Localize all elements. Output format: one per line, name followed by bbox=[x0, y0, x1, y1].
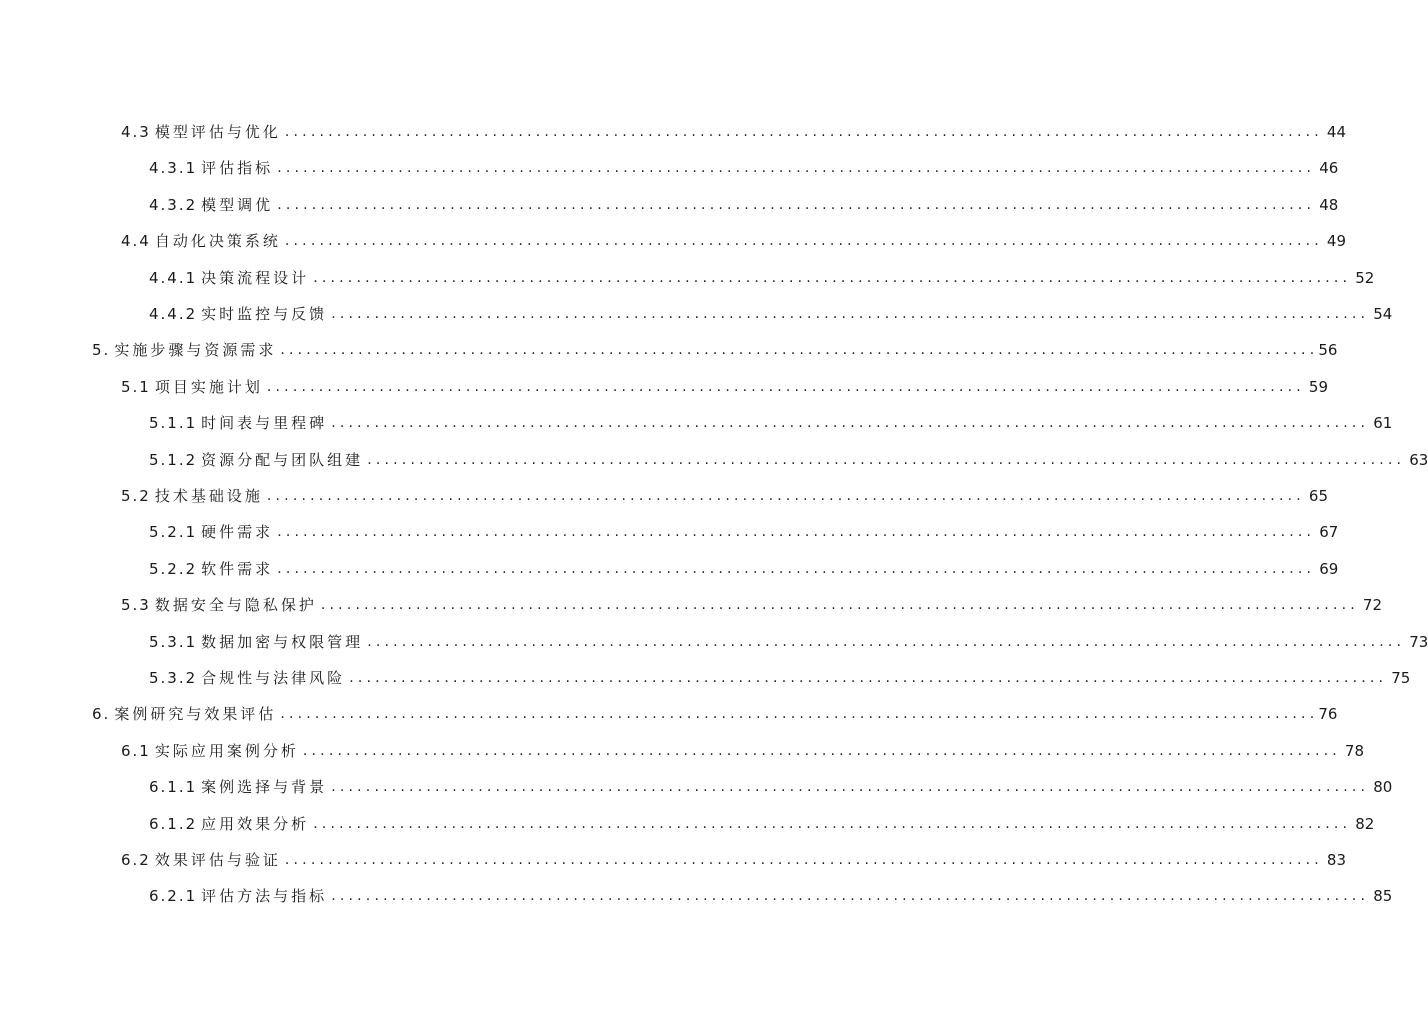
toc-entry-title: 硬件需求 bbox=[201, 523, 274, 542]
toc-entry-title: 决策流程设计 bbox=[201, 268, 310, 287]
toc-entry-number: 6.2.1 bbox=[149, 887, 198, 906]
toc-leader-dots: ........................................................................................................................ bbox=[367, 633, 1406, 650]
toc-entry-page: 85 bbox=[1373, 887, 1393, 906]
toc-leader-dots: ........................................................................................................................ bbox=[266, 378, 1305, 395]
toc-entry-number: 5.1.1 bbox=[149, 414, 198, 433]
toc-leader-dots: ........................................................................................................................ bbox=[313, 269, 1352, 286]
toc-entry-title: 实时监控与反馈 bbox=[201, 305, 328, 323]
toc-entry-number: 4.4 bbox=[121, 232, 151, 251]
toc-leader-dots: ........................................................................................................................ bbox=[277, 196, 1316, 213]
toc-entry-number: 5. bbox=[92, 341, 111, 360]
toc-leader-dots: ........................................................................................................................ bbox=[284, 233, 1323, 250]
toc-leader-dots: ........................................................................................................................ bbox=[331, 415, 1370, 432]
toc-entry-page: 73 bbox=[1409, 632, 1428, 651]
toc-leader-dots: ........................................................................................................................ bbox=[280, 342, 1319, 359]
toc-entry-title: 评估指标 bbox=[201, 159, 274, 178]
toc-entry[interactable] bbox=[149, 664, 1411, 688]
toc-entry[interactable] bbox=[121, 482, 1328, 506]
toc-entry[interactable] bbox=[149, 300, 1393, 324]
toc-entry[interactable] bbox=[149, 518, 1339, 542]
toc-entry-number: 5.3 bbox=[121, 596, 151, 615]
toc-leader-dots: ........................................................................................................................ bbox=[313, 815, 1352, 832]
toc-entry-page: 52 bbox=[1355, 268, 1375, 287]
toc-entry-title: 案例研究与效果评估 bbox=[114, 705, 277, 724]
toc-entry-title: 合规性与法律风险 bbox=[201, 669, 346, 687]
toc-entry-page: 44 bbox=[1326, 123, 1346, 141]
toc-entry[interactable] bbox=[149, 409, 1393, 433]
toc-entry-number: 4.4.2 bbox=[149, 305, 198, 323]
toc-entry[interactable] bbox=[121, 591, 1382, 615]
toc-leader-dots: ........................................................................................................................ bbox=[277, 524, 1316, 541]
toc-entry-title: 应用效果分析 bbox=[201, 814, 310, 833]
toc-entry[interactable] bbox=[121, 118, 1346, 142]
toc-entry-page: 82 bbox=[1355, 814, 1375, 833]
toc-entry-number: 4.3.1 bbox=[149, 159, 198, 178]
toc-entry-number: 5.1.2 bbox=[149, 450, 198, 469]
toc-leader-dots: ........................................................................................................................ bbox=[277, 160, 1316, 177]
toc-entry-title: 时间表与里程碑 bbox=[201, 414, 328, 433]
toc-leader-dots: ........................................................................................................................ bbox=[349, 670, 1388, 686]
toc-entry-title: 自动化决策系统 bbox=[154, 232, 281, 251]
toc-entry-title: 实际应用案例分析 bbox=[154, 741, 299, 760]
toc-entry-number: 6.1.1 bbox=[149, 778, 198, 797]
toc-entry[interactable] bbox=[121, 227, 1346, 251]
toc-entry-title: 技术基础设施 bbox=[154, 487, 263, 505]
toc-entry-title: 数据安全与隐私保护 bbox=[154, 596, 317, 615]
toc-entry-title: 模型评估与优化 bbox=[154, 123, 281, 141]
toc-entry[interactable] bbox=[121, 373, 1328, 397]
toc-entry[interactable] bbox=[92, 700, 1338, 724]
toc-entry-page: 63 bbox=[1409, 450, 1428, 469]
toc-entry-page: 65 bbox=[1308, 487, 1328, 505]
toc-entry-number: 5.2.2 bbox=[149, 559, 198, 578]
toc-entry[interactable] bbox=[92, 336, 1338, 360]
toc-entry-number: 6.1.2 bbox=[149, 814, 198, 833]
toc-entry-page: 67 bbox=[1319, 523, 1339, 542]
toc-entry-number: 4.3 bbox=[121, 123, 151, 141]
toc-entry[interactable] bbox=[121, 737, 1364, 761]
toc-leader-dots: ........................................................................................................................ bbox=[331, 888, 1370, 905]
toc-entry-title: 模型调优 bbox=[201, 195, 274, 214]
toc-entry-number: 5.1 bbox=[121, 377, 151, 396]
toc-entry-number: 5.2 bbox=[121, 487, 151, 505]
toc-entry-page: 80 bbox=[1373, 778, 1393, 797]
toc-entry[interactable] bbox=[149, 773, 1393, 797]
toc-entry-page: 61 bbox=[1373, 414, 1393, 433]
toc-entry-title: 项目实施计划 bbox=[154, 377, 263, 396]
toc-entry[interactable] bbox=[149, 810, 1375, 834]
toc-entry[interactable] bbox=[149, 555, 1339, 579]
toc-entry-page: 69 bbox=[1319, 559, 1339, 578]
toc-leader-dots: ........................................................................................................................ bbox=[277, 560, 1316, 577]
toc-leader-dots: ........................................................................................................................ bbox=[302, 742, 1341, 759]
toc-entry-page: 54 bbox=[1373, 305, 1393, 323]
toc-entry[interactable] bbox=[149, 264, 1375, 288]
toc-entry-number: 5.3.1 bbox=[149, 632, 198, 651]
toc-entry-page: 76 bbox=[1318, 705, 1338, 724]
toc-entry[interactable] bbox=[149, 446, 1428, 470]
toc-entry-number: 5.3.2 bbox=[149, 669, 198, 687]
toc-entry-title: 评估方法与指标 bbox=[201, 887, 328, 906]
toc-entry[interactable] bbox=[149, 628, 1428, 652]
toc-leader-dots: ........................................................................................................................ bbox=[284, 124, 1323, 140]
toc-entry-page: 59 bbox=[1308, 377, 1328, 396]
toc-leader-dots: ........................................................................................................................ bbox=[320, 597, 1359, 614]
toc-entry-number: 6.2 bbox=[121, 851, 151, 869]
toc-entry[interactable] bbox=[149, 191, 1339, 215]
toc-entry-title: 效果评估与验证 bbox=[154, 851, 281, 869]
toc-entry[interactable] bbox=[149, 154, 1339, 178]
toc-entry-title: 资源分配与团队组建 bbox=[201, 450, 364, 469]
toc-leader-dots: ........................................................................................................................ bbox=[331, 306, 1370, 322]
toc-leader-dots: ........................................................................................................................ bbox=[284, 852, 1323, 868]
toc-entry-page: 46 bbox=[1319, 159, 1339, 178]
toc-entry-page: 83 bbox=[1326, 851, 1346, 869]
toc-entry-page: 56 bbox=[1318, 341, 1338, 360]
toc-entry-number: 4.3.2 bbox=[149, 195, 198, 214]
toc-leader-dots: ........................................................................................................................ bbox=[367, 451, 1406, 468]
toc-entry-number: 6. bbox=[92, 705, 111, 724]
toc-entry-page: 75 bbox=[1391, 669, 1411, 687]
toc-leader-dots: ........................................................................................................................ bbox=[280, 706, 1319, 723]
toc-entry-title: 实施步骤与资源需求 bbox=[114, 341, 277, 360]
toc-leader-dots: ........................................................................................................................ bbox=[331, 779, 1370, 796]
toc-entry-number: 4.4.1 bbox=[149, 268, 198, 287]
toc-entry-number: 5.2.1 bbox=[149, 523, 198, 542]
toc-entry-title: 数据加密与权限管理 bbox=[201, 632, 364, 651]
toc-entry-page: 49 bbox=[1326, 232, 1346, 251]
toc-entry-page: 78 bbox=[1344, 741, 1364, 760]
toc-entry-title: 软件需求 bbox=[201, 559, 274, 578]
toc-leader-dots: ........................................................................................................................ bbox=[266, 488, 1305, 504]
toc-entry-title: 案例选择与背景 bbox=[201, 778, 328, 797]
toc-entry[interactable] bbox=[149, 882, 1393, 906]
toc-entry-page: 48 bbox=[1319, 195, 1339, 214]
toc-entry-page: 72 bbox=[1362, 596, 1382, 615]
toc-entry[interactable] bbox=[121, 846, 1346, 870]
toc-entry-number: 6.1 bbox=[121, 741, 151, 760]
